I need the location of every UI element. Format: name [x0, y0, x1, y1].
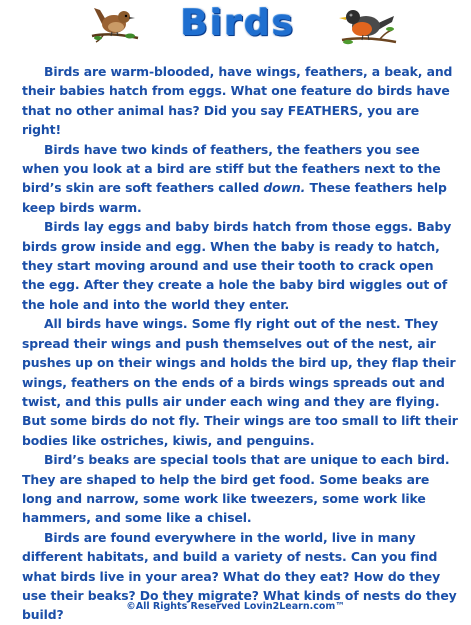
robin-bird-icon — [336, 2, 398, 48]
article-body — [22, 62, 458, 625]
wren-bird-icon — [90, 2, 142, 44]
paragraph-habitats: Birds are found everywhere in the world, live in many different habitats, and build a variety of nests. Can you find what birds live in your area? What do they eat? How do they use their beaks? Do they migrate? What kinds of nests do they build? — [22, 529, 457, 623]
paragraph-feather-types: Birds have two kinds of feathers, the feathers you see when you look at a bird are stiff but the feathers next to the bird’s skin are soft feathers called down. These feathers help keep birds warm. — [22, 141, 447, 215]
header — [0, 0, 471, 50]
copyright-footer: ©All Rights Reserved Lovin2Learn.com™ — [126, 601, 345, 612]
paragraph-wings: All birds have wings. Some fly right out of the nest. They spread their wings and push themselves out of the nest, air pushes up on their wings and holds the bird up, they flap their wings, feathers on the ends of a birds wings spreads out and twist, and this pulls air under each wing and they are flying. But some birds do not fly. Their wings are too small to lift their bodies like ostriches, kiwis, and penguins. — [22, 316, 458, 448]
paragraph-eggs: Birds lay eggs and baby birds hatch from those eggs. Baby birds grow inside and egg. When the baby is ready to hatch, they start moving around and use their tooth to crack open the egg. After they create a hole the baby bird wiggles out of the hole and into the world they enter. — [22, 219, 452, 312]
paragraph-feathers-intro: Birds are warm-blooded, have wings, feathers, a beak, and their babies hatch from eggs. What one feature do birds have that no other animal has? Did you say FEATHERS, you are right! — [22, 64, 453, 138]
page-title: Birds — [180, 3, 296, 44]
paragraph-beaks: Bird’s beaks are special tools that are unique to each bird. They are shaped to help the bird get food. Some beaks are long and narrow, some work like tweezers, some work like hammers, and some like a chisel. — [22, 452, 450, 526]
emphasis-down: down. — [263, 180, 306, 196]
